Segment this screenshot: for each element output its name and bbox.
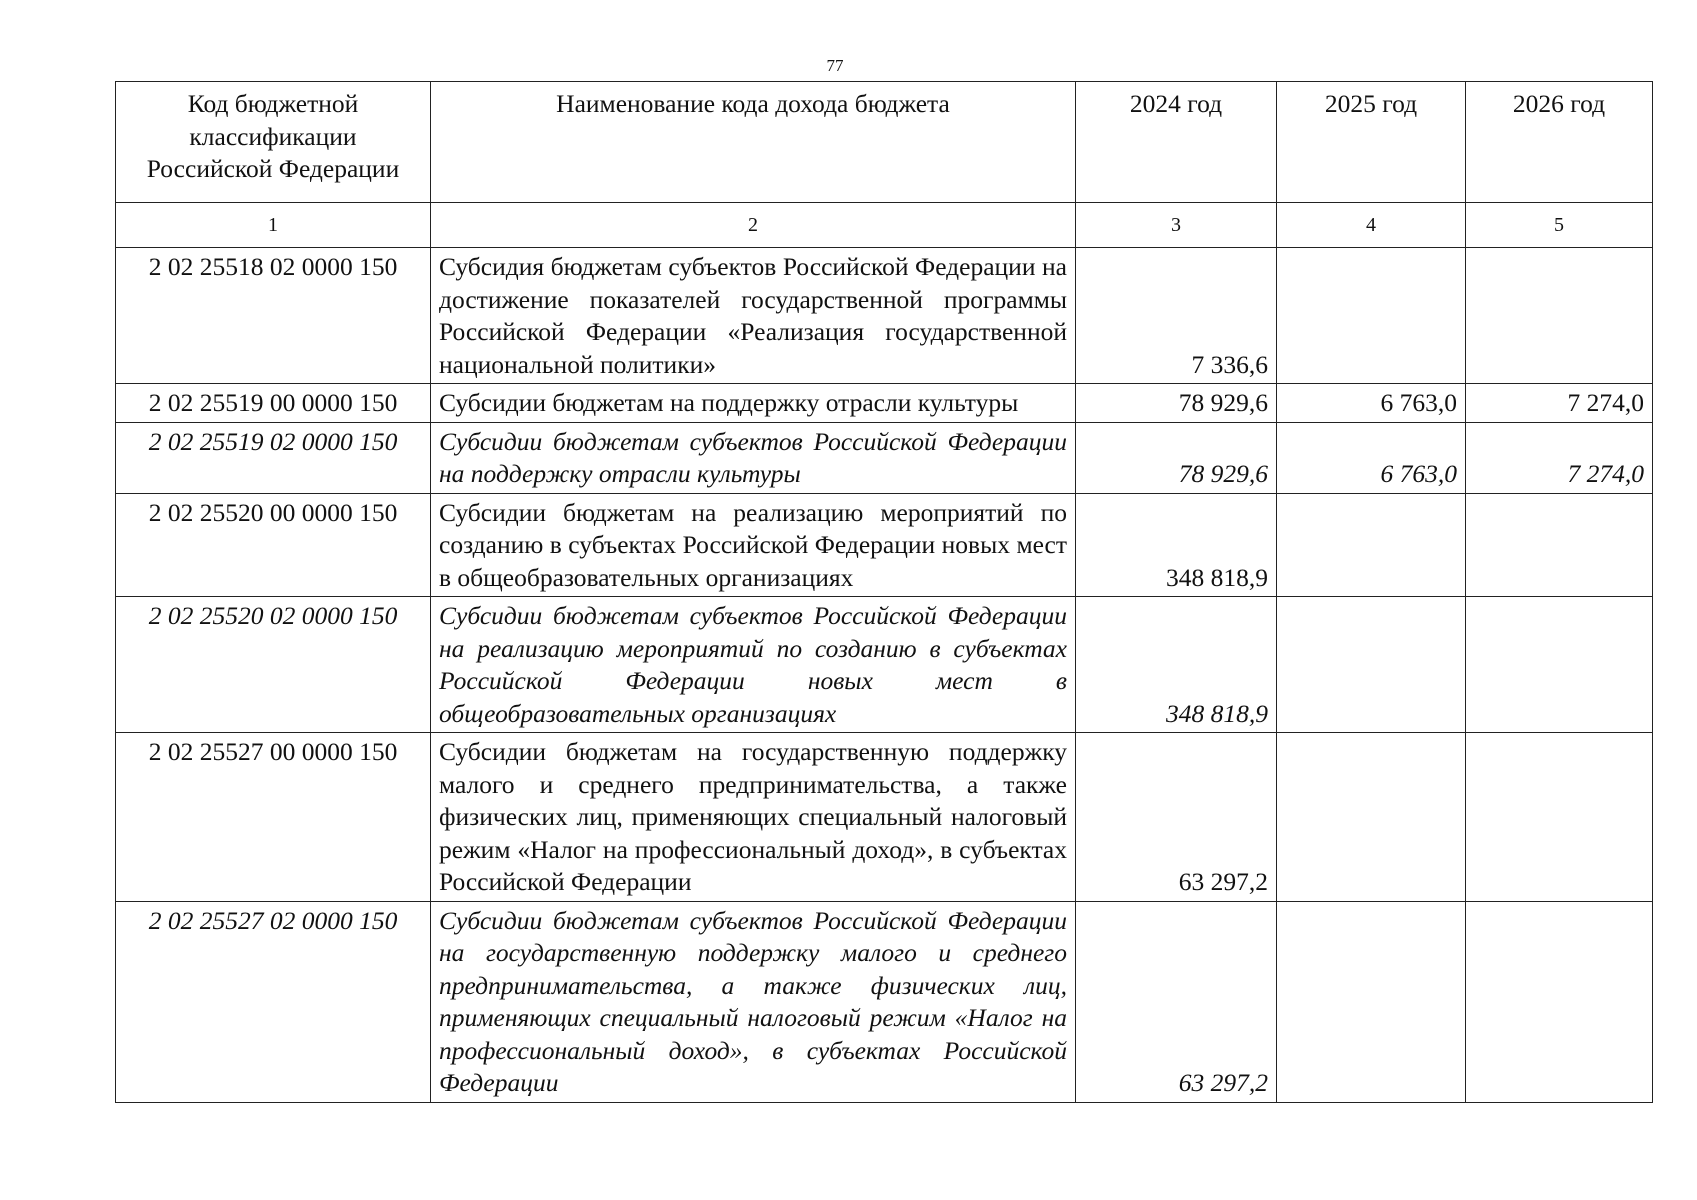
budget-code-cell: 2 02 25520 02 0000 150 xyxy=(116,597,431,733)
header-year-2026: 2026 год xyxy=(1466,82,1653,203)
header-budget-code: Код бюджетной классификации Российской Федерации xyxy=(116,82,431,203)
value-2025-cell xyxy=(1277,248,1466,384)
value-2026-cell xyxy=(1466,597,1653,733)
value-2024-cell: 348 818,9 xyxy=(1076,597,1277,733)
table-row xyxy=(116,597,1653,733)
table-header-row xyxy=(116,82,1653,203)
value-2024-cell: 348 818,9 xyxy=(1076,493,1277,597)
budget-code-cell: 2 02 25518 02 0000 150 xyxy=(116,248,431,384)
value-2026-cell xyxy=(1466,493,1653,597)
revenue-name-cell: Субсидии бюджетам субъектов Российской Федерации на реализацию мероприятий по созданию в субъектах Российской Федерации новых мест в общеобразовательных организациях xyxy=(431,597,1076,733)
column-number-row xyxy=(116,203,1653,248)
column-number: 4 xyxy=(1277,203,1466,248)
revenue-name-cell: Субсидии бюджетам на реализацию мероприятий по созданию в субъектах Российской Федерации новых мест в общеобразовательных организациях xyxy=(431,493,1076,597)
budget-revenue-table xyxy=(115,81,1653,1103)
budget-code-cell: 2 02 25527 02 0000 150 xyxy=(116,901,431,1102)
revenue-name-cell: Субсидии бюджетам на государственную поддержку малого и среднего предпринимательства, а также физических лиц, применяющих специальный налоговый режим «Налог на профессиональный доход», в субъектах Российской Федерации xyxy=(431,733,1076,902)
header-year-2024: 2024 год xyxy=(1076,82,1277,203)
revenue-name-cell: Субсидии бюджетам субъектов Российской Федерации на государственную поддержку малого и среднего предпринимательства, а также физических лиц, применяющих специальный налоговый режим «Налог на профессиональный доход», в субъектах Российской Федерации xyxy=(431,901,1076,1102)
table-row xyxy=(116,901,1653,1102)
page-number: 77 xyxy=(826,56,844,75)
value-2025-cell xyxy=(1277,901,1466,1102)
value-2025-cell: 6 763,0 xyxy=(1277,422,1466,493)
budget-code-cell: 2 02 25527 00 0000 150 xyxy=(116,733,431,902)
budget-code-cell: 2 02 25519 00 0000 150 xyxy=(116,384,431,423)
value-2024-cell: 78 929,6 xyxy=(1076,422,1277,493)
column-number: 1 xyxy=(116,203,431,248)
column-number: 2 xyxy=(431,203,1076,248)
header-revenue-name: Наименование кода дохода бюджета xyxy=(431,82,1076,203)
value-2025-cell xyxy=(1277,733,1466,902)
value-2024-cell: 7 336,6 xyxy=(1076,248,1277,384)
table-row xyxy=(116,493,1653,597)
table-row xyxy=(116,384,1653,423)
value-2024-cell: 63 297,2 xyxy=(1076,901,1277,1102)
table-row xyxy=(116,248,1653,384)
budget-code-cell: 2 02 25520 00 0000 150 xyxy=(116,493,431,597)
value-2024-cell: 63 297,2 xyxy=(1076,733,1277,902)
value-2025-cell xyxy=(1277,493,1466,597)
revenue-name-cell: Субсидии бюджетам субъектов Российской Федерации на поддержку отрасли культуры xyxy=(431,422,1076,493)
value-2026-cell: 7 274,0 xyxy=(1466,422,1653,493)
value-2026-cell xyxy=(1466,733,1653,902)
value-2025-cell: 6 763,0 xyxy=(1277,384,1466,423)
column-number: 3 xyxy=(1076,203,1277,248)
revenue-name-cell: Субсидия бюджетам субъектов Российской Федерации на достижение показателей государственной программы Российской Федерации «Реализация государственной национальной политики» xyxy=(431,248,1076,384)
value-2026-cell xyxy=(1466,248,1653,384)
revenue-name-cell: Субсидии бюджетам на поддержку отрасли культуры xyxy=(431,384,1076,423)
budget-code-cell: 2 02 25519 02 0000 150 xyxy=(116,422,431,493)
value-2026-cell xyxy=(1466,901,1653,1102)
table-row xyxy=(116,422,1653,493)
column-number: 5 xyxy=(1466,203,1653,248)
value-2026-cell: 7 274,0 xyxy=(1466,384,1653,423)
table-body xyxy=(116,248,1653,1103)
value-2025-cell xyxy=(1277,597,1466,733)
value-2024-cell: 78 929,6 xyxy=(1076,384,1277,423)
header-year-2025: 2025 год xyxy=(1277,82,1466,203)
table-row xyxy=(116,733,1653,902)
